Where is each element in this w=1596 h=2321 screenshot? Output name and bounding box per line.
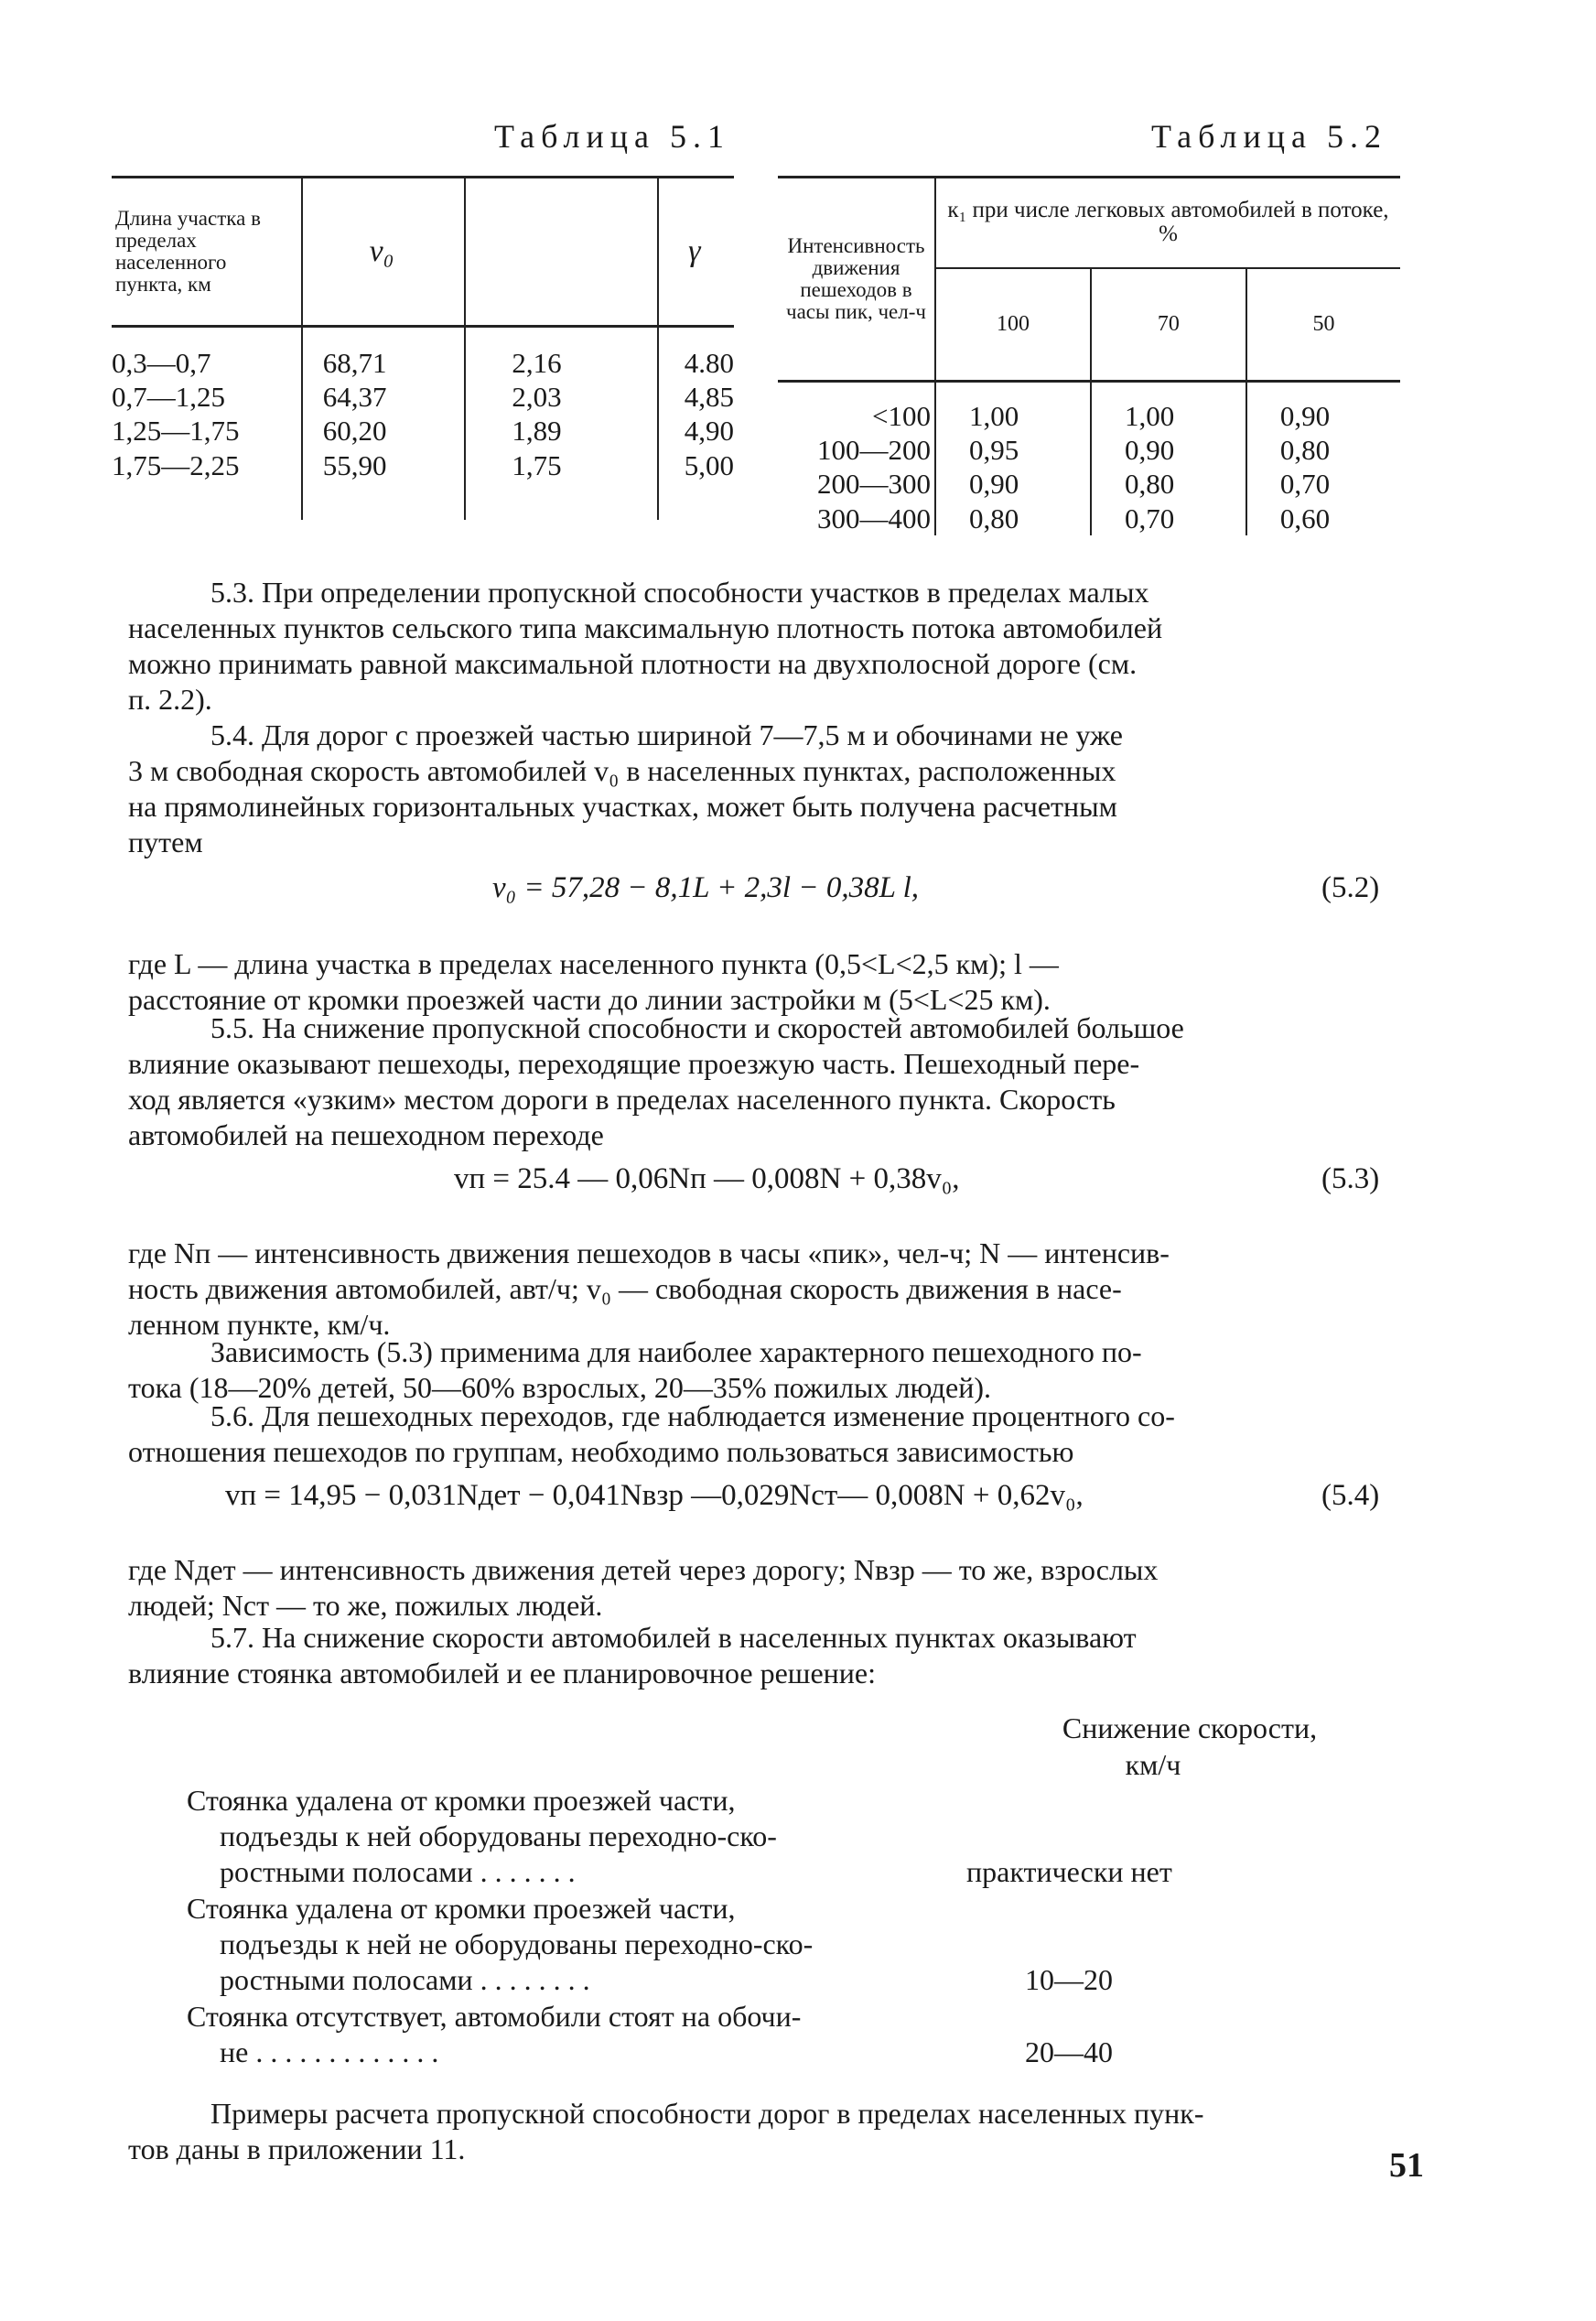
table-5-1-col-length (112, 327, 302, 521)
table-5-2-body (778, 382, 1400, 535)
table-5-1-body (112, 327, 734, 521)
formula-5-2: v₀ = 57,28 − 8,1L + 2,3l − 0,38L l, (492, 871, 920, 904)
table-5-2-col-70 (1091, 382, 1246, 535)
table-5-2-subheader-70: 70 (1091, 268, 1246, 382)
text-line: 5.5. На снижение пропускной способности и скоростей автомобилей большое (210, 1011, 1184, 1044)
text-line: влияние стоянка автомобилей и ее планировочное решение: (128, 1657, 876, 1689)
formula-5-4-number: (5.4) (1321, 1479, 1380, 1512)
table-cell: 300—400 (817, 502, 931, 534)
paragraph-after-5-2 (128, 946, 1391, 1018)
table-cell: 0,60 (1279, 502, 1331, 534)
table-cell: 0,90 (1124, 434, 1175, 467)
table-cell: 1,75 (512, 448, 562, 481)
table-cell: 2,16 (512, 347, 562, 379)
text-line: населенных пунктов сельского типа максимальную плотность потока автомобилей (128, 611, 1163, 644)
table-5-2-subheader-50: 50 (1246, 268, 1400, 382)
table-cell: 1,89 (512, 415, 562, 448)
text-line: ность движения автомобилей, авт/ч; v₀ — свободная скорость движения в насе- (128, 1272, 1122, 1305)
table-cell: 2,03 (512, 381, 562, 414)
text-line: ход является «узким» местом дороги в пределах населенного пункта. Скорость (128, 1083, 1116, 1116)
paragraph-dependence (128, 1334, 1391, 1406)
table-5-2-col-100 (935, 382, 1091, 535)
text-line: отношения пешеходов по группам, необходимо пользоваться зависимостью (128, 1435, 1074, 1468)
text-line: Стоянка удалена от кромки проезжей части, (187, 1784, 736, 1817)
paragraph-after-5-3 (128, 1236, 1391, 1343)
table-5-2-col-intensity (778, 382, 935, 535)
formula-5-3-number: (5.3) (1321, 1162, 1380, 1195)
table-5-1-caption: Таблица 5.1 (494, 118, 730, 155)
paragraph-5-6 (128, 1398, 1391, 1470)
table-5-1 (112, 176, 734, 520)
text-line: подъезды к ней оборудованы переходно-ско- (220, 1819, 777, 1852)
text-line: автомобилей на пешеходном переходе (128, 1118, 604, 1151)
table-cell: 1,00 (969, 400, 1019, 432)
table-cell: 64,37 (322, 381, 387, 414)
table-cell: 0,80 (969, 502, 1019, 534)
table-cell: <100 (872, 400, 931, 432)
table-5-2-header-group: к₁ при числе легковых автомобилей в потоке, % (935, 178, 1400, 268)
table-cell: 4,90 (684, 415, 734, 448)
paragraph-5-5 (128, 1010, 1391, 1153)
table-cell: 0,70 (1279, 468, 1331, 501)
text-line: 5.4. Для дорог с проезжей частью шириной 7—7,5 м и обочинами не уже (210, 718, 1123, 751)
table-cell: 200—300 (817, 468, 931, 501)
table-cell: 4,85 (684, 381, 734, 414)
formula-5-2-number: (5.2) (1321, 871, 1380, 904)
table-cell: 0,70 (1124, 502, 1175, 534)
parking-item-text (187, 1783, 777, 1890)
table-5-2-subheader-100: 100 (935, 268, 1091, 382)
text-line: Зависимость (5.3) применима для наиболее характерного пешеходного по- (210, 1335, 1142, 1368)
table-cell: 0,80 (1124, 468, 1175, 501)
text-line: Стоянка удалена от кромки проезжей части, (187, 1892, 736, 1925)
table-cell: 68,71 (322, 347, 387, 379)
table-5-1-header-blank (465, 178, 657, 327)
formula-5-3: vп = 25.4 — 0,06Nп — 0,008N + 0,38v₀, (454, 1162, 960, 1195)
parking-item-text (187, 1999, 801, 2070)
table-cell: 0,7—1,25 (112, 381, 225, 414)
text-line: подъезды к ней не оборудованы переходно-ско- (220, 1927, 814, 1960)
text-line: ленном пункте, км/ч. (128, 1308, 391, 1341)
text-line: можно принимать равной максимальной плотности на двухполосной дороге (см. (128, 647, 1138, 680)
text-line: 5.7. На снижение скорости автомобилей в населенных пунктах оказывают (210, 1621, 1137, 1654)
text-line: тока (18—20% детей, 50—60% взрослых, 20—35% пожилых людей). (128, 1371, 992, 1404)
text-line: Примеры расчета пропускной способности дорог в пределах населенных пунк- (210, 2097, 1204, 2130)
text-line: где Nп — интенсивность движения пешеходов в часы «пик», чел-ч; N — интенсив- (128, 1236, 1170, 1269)
parking-item-value: практически нет (966, 1855, 1172, 1888)
parking-item-value: 20—40 (1025, 2035, 1113, 2068)
text-line: 3 м свободная скорость автомобилей v₀ в населенных пунктах, расположенных (128, 754, 1116, 787)
table-cell: 0,90 (969, 468, 1019, 501)
text-line: ростными полосами . . . . . . . (220, 1855, 576, 1888)
text-line: Стоянка отсутствует, автомобили стоят на обочи- (187, 2000, 802, 2033)
table-5-2-caption: Таблица 5.2 (1151, 118, 1387, 155)
formula-5-4: vп = 14,95 − 0,031Nдет − 0,041Nвзр —0,029Nст— 0,008N + 0,62v₀, (225, 1479, 1084, 1512)
table-5-1-header-length: Длина участка в пределах населенного пункта, км (112, 178, 302, 327)
parking-item-text (187, 1891, 813, 1998)
text-line: где Nдет — интенсивность движения детей через дорогу; Nвзр — то же, взрослых (128, 1553, 1159, 1586)
table-5-1-header-v0: v₀ (302, 178, 466, 327)
table-cell: 100—200 (817, 434, 931, 467)
table-5-2 (778, 176, 1400, 535)
text-line: ростными полосами . . . . . . . . (220, 1963, 590, 1996)
table-cell: 1,25—1,75 (112, 415, 240, 448)
parking-header-line: км/ч (1125, 1748, 1181, 1781)
table-cell: 0,3—0,7 (112, 347, 211, 379)
paragraph-after-5-4 (128, 1552, 1391, 1624)
text-line: не . . . . . . . . . . . . . (220, 2035, 439, 2068)
table-5-1-col-3 (465, 327, 657, 521)
text-line: путем (128, 826, 203, 858)
table-5-1-col-gamma (658, 327, 734, 521)
parking-item-value: 10—20 (1025, 1963, 1113, 1996)
text-line: людей; Nст — то же, пожилых людей. (128, 1589, 603, 1622)
text-line: расстояние от кромки проезжей части до линии застройки м (5<L<25 км). (128, 983, 1051, 1016)
parking-header-line: Снижение скорости, (1062, 1711, 1318, 1744)
paragraph-5-4 (128, 718, 1391, 860)
paragraph-examples (128, 2096, 1391, 2167)
table-cell: 0,80 (1279, 434, 1331, 467)
table-cell: 1,00 (1124, 400, 1175, 432)
text-line: на прямолинейных горизонтальных участках, может быть получена расчетным (128, 790, 1117, 823)
table-cell: 5,00 (684, 448, 734, 481)
table-5-2-header-intensity: Интенсивность движения пешеходов в часы пик, чел-ч (778, 178, 935, 382)
paragraph-5-3 (128, 575, 1391, 718)
table-5-1-header-gamma: γ (658, 178, 734, 327)
text-line: 5.3. При определении пропускной способности участков в пределах малых (210, 576, 1149, 609)
page-number: 51 (1389, 2146, 1424, 2185)
table-5-2-col-50 (1246, 382, 1400, 535)
table-cell: 55,90 (322, 448, 387, 481)
table-cell: 0,95 (969, 434, 1019, 467)
table-cell: 1,75—2,25 (112, 448, 240, 481)
text-line: п. 2.2). (128, 683, 212, 716)
paragraph-5-7 (128, 1620, 1391, 1691)
table-cell: 4.80 (684, 347, 734, 379)
table-5-1-col-v0 (302, 327, 466, 521)
text-line: тов даны в приложении 11. (128, 2132, 466, 2165)
table-cell: 60,20 (322, 415, 387, 448)
text-line: влияние оказывают пешеходы, переходящие проезжую часть. Пешеходный пере- (128, 1047, 1140, 1080)
text-line: 5.6. Для пешеходных переходов, где наблюдается изменение процентного со- (210, 1399, 1175, 1432)
table-cell: 0,90 (1279, 400, 1331, 432)
parking-header (1007, 1710, 1373, 1783)
text-line: где L — длина участка в пределах населенного пункта (0,5<L<2,5 км); l — (128, 947, 1059, 980)
